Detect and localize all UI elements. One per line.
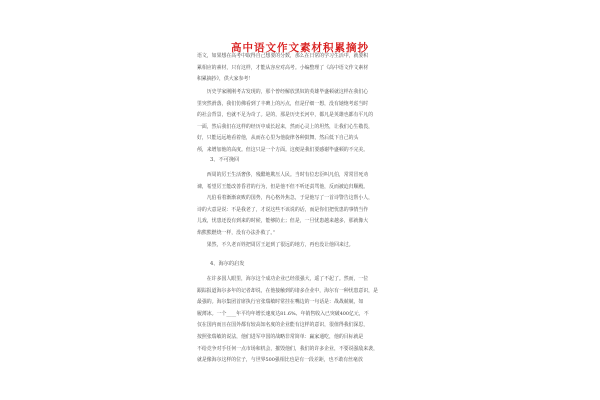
text-line: 语文，如果想在高考中取得自己想要的分数，那么在日常的学习生活中，就要积 — [197, 53, 369, 59]
text-line: 果然，不久老百姓把周厉王赶到了很远的地方，再也没让他回来过。 — [197, 241, 354, 248]
text-line: 不给竞争对手任何一点市场和机会，摧毁他们，我们的许多企业，不要说强敌来袭， — [197, 345, 378, 352]
text-line: 仅在国内而且在国外都有较高知名度的企业能有这样的意识，很值得我们深思， — [197, 322, 369, 329]
intro-paragraph — [197, 51, 412, 86]
document-title: 高中语文作文素材积累摘抄 — [231, 42, 369, 54]
text-line: 在许多国人眼里，海尔这个成功企业已经很强大，遥了不起了。然而，一位 — [197, 276, 369, 282]
text-line: 一面，然后我们在这样的经历中成长起来，然而心灵上的坦然，让我们心生敬畏， — [197, 123, 374, 130]
text-line: 累相应的素材，只有这样，才能从容应对高考。小编整理了《高中语文作文素材 — [197, 64, 369, 71]
text-line: 颅，来增加他的高度。但这只是一个方面。这便是我们要感谢毕盛顿的不完美。 — [197, 146, 369, 153]
text-line: 最强的。海尔集团首席执行官张瑞敏时常挂在嘴边的一句话是：战战兢兢，如 — [197, 299, 364, 306]
paragraph-history — [197, 87, 412, 157]
text-line: 的社会背景，也就不足为奇了。是的，那是历史长河中，都凡是英雄也都有平凡的 — [197, 112, 374, 119]
text-line: 西周的厉王生活奢侈，残酷地欺压人民。当时有位忠臣叫凡伯，常常冒死劝 — [197, 172, 369, 178]
text-line: 就是像海尔这样的位子，与世界500强相比也是有一段差距，也不敢有丝毫放 — [197, 357, 363, 364]
text-line: 谏，希望厉王能改善昏君的行为，但是他不但不听还责骂他，反而被迫归顺殿。 — [197, 183, 369, 190]
text-line: 里突然滑落，我们仿佛看到了丰碑上的污点，但是仔细一想，没有她炮考虑当时 — [197, 100, 369, 107]
text-line: 凡伯看着渐渐衰败的国势，内心格外焦急，于是他写了一首诗警告这帮小人， — [197, 195, 374, 202]
text-line: 诗的大意是说：不是我老了，才说这些不该说的话，而是你们把忧患的事情当作 — [197, 206, 369, 213]
paragraph-section-4 — [197, 274, 412, 367]
text-line: 跟踪报道海尔多年的记者却说，在他接触到的诸多企业中，海尔有一种忧患意识，是 — [197, 287, 378, 294]
text-line: 按照张瑞敏的说法，他们进军中国的战略非常简单：赢家通吃，他的目标就是 — [197, 333, 364, 340]
text-line: 焰熊熊燃烧一样，没有办法扑救了。” — [197, 229, 276, 236]
section-heading-3: 3、不可挽回 — [210, 157, 240, 163]
section-heading-4: 4、海尔的启发 — [210, 261, 245, 267]
paragraph-section-3 — [197, 170, 412, 251]
text-line: 好，只能远远地看着他，从而在心里为他旋律各种鼓舞，然后低下自己的头 — [197, 135, 359, 142]
text-line: 履薄冰。一个____年平均年增长速度达81.6%、年销售收入已突破400亿元，不 — [197, 310, 369, 317]
text-line: 儿戏，忧患还没有到来的时候，能够防止；但是，一旦忧患越来越多，那就像大 — [197, 218, 369, 225]
text-line: 历史学家刚刚考古发现的，那个曾经解放黑奴的英雄毕盛顿就这样在我们心 — [197, 89, 369, 95]
text-line: 积累摘抄》，供大家参考！ — [197, 76, 254, 83]
